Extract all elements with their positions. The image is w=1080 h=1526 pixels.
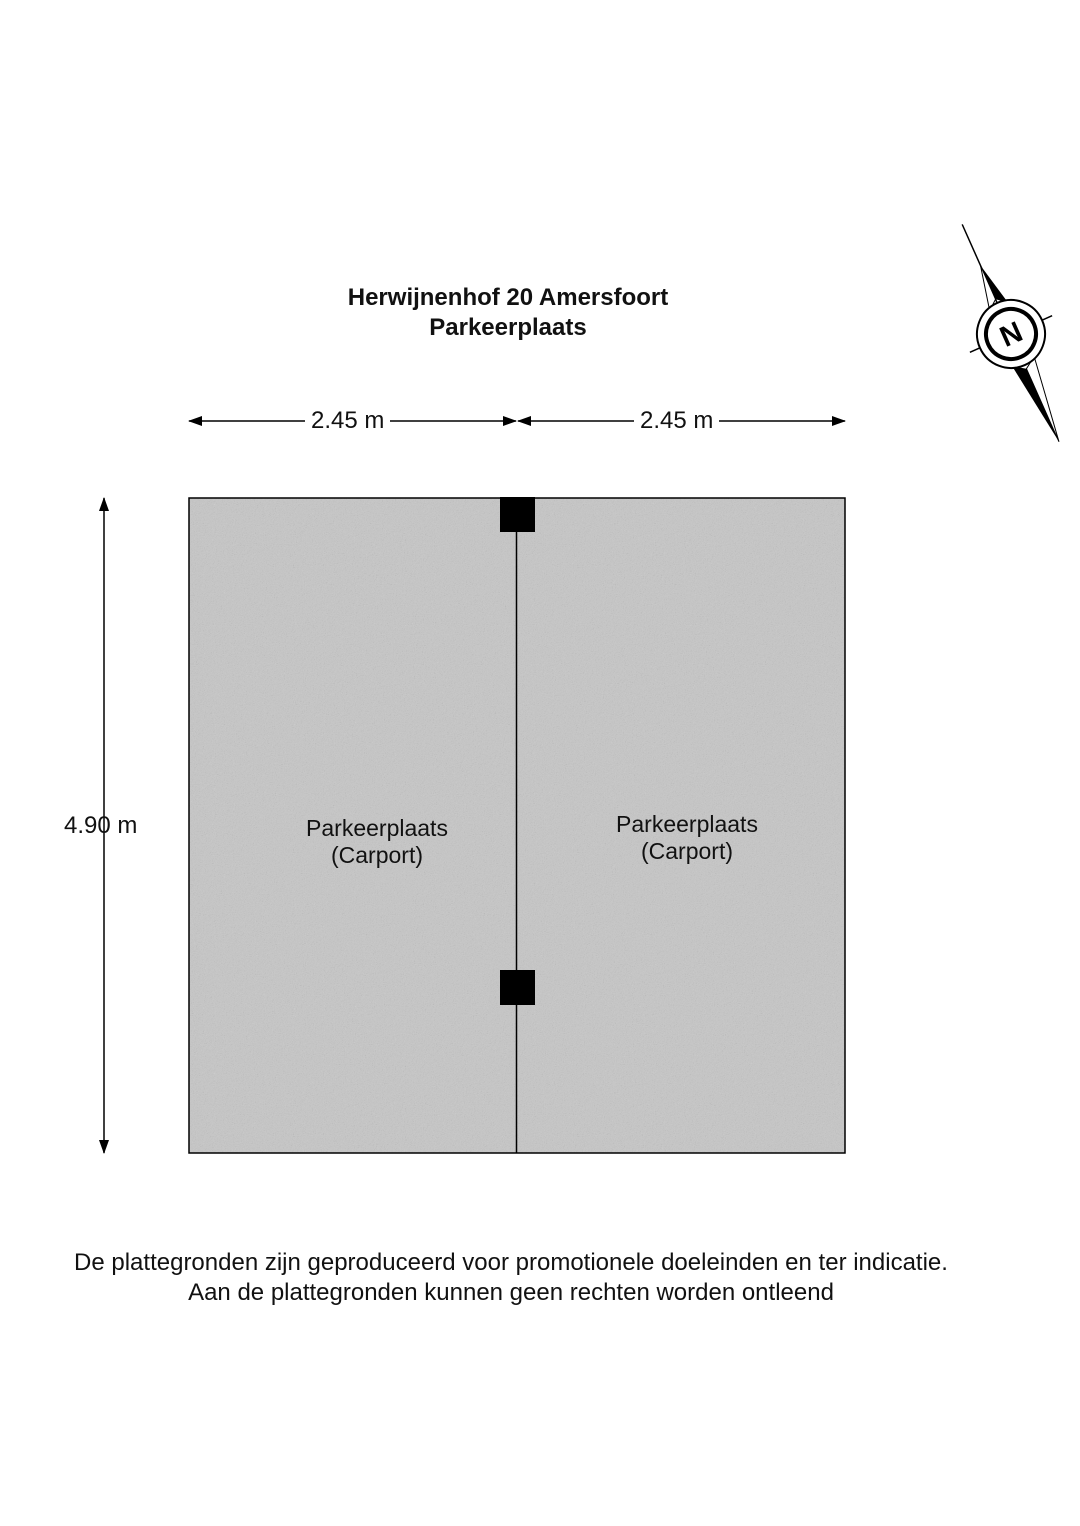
column-top	[500, 497, 535, 532]
room-label-left-type: (Carport)	[330, 842, 423, 868]
page-title: Herwijnenhof 20 Amersfoort	[347, 284, 669, 311]
disclaimer-line-1: De plattegronden zijn geproduceerd voor promotionele doeleinden en ter indicatie.	[74, 1249, 948, 1276]
dim-label-width-right: 2.45 m	[634, 408, 719, 434]
room-label-left-name: Parkeerplaats	[306, 815, 448, 841]
dim-label-width-left: 2.45 m	[305, 408, 390, 434]
dim-label-depth: 4.90 m	[64, 812, 138, 839]
room-label-right-type: (Carport)	[640, 838, 733, 864]
disclaimer-line-2: Aan de plattegronden kunnen geen rechten worden ontleend	[188, 1279, 834, 1306]
compass-letter: N	[995, 316, 1028, 354]
floor-title: Parkeerplaats	[429, 314, 587, 341]
column-bottom	[500, 970, 535, 1005]
room-label-right-name: Parkeerplaats	[616, 811, 758, 837]
